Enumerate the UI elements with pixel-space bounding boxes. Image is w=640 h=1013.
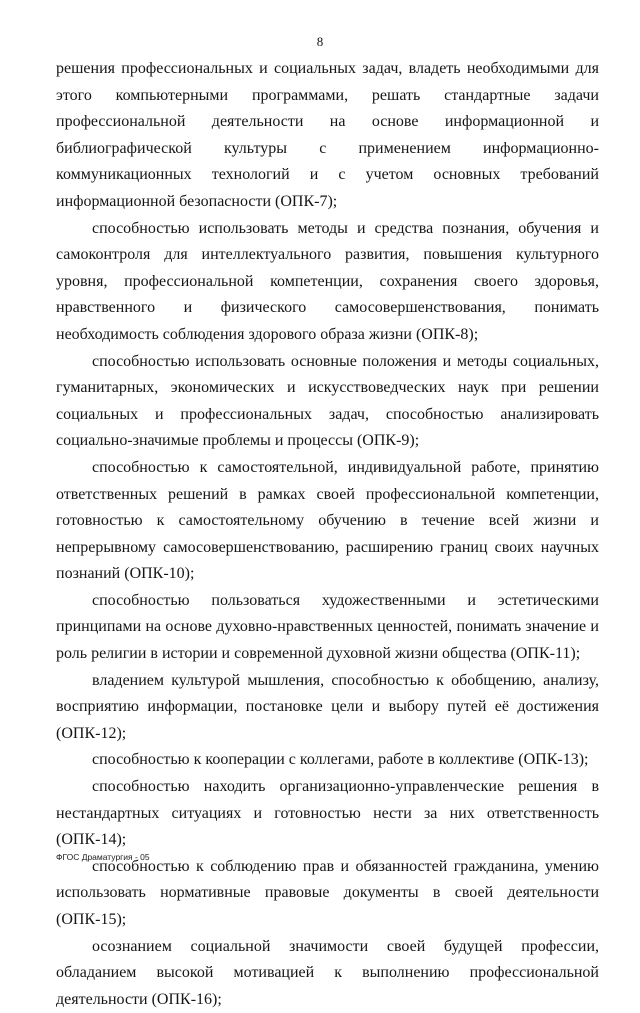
competency-paragraph-opk-11: способностью пользоваться художественными и эстетическими принципами на основе духовно-нравственных ценностей, понимать значение и роль религии в истории и современной духовной жизни общества (ОПК-11); — [56, 591, 599, 663]
competency-paragraph-opk-16: осознанием социальной значимости своей будущей профессии, обладанием высокой мотивацией к выполнению профессиональной деятельности (ОПК-16); — [56, 937, 599, 1008]
competency-paragraph-opk-14: способностью находить организационно-управленческие решения в нестандартных ситуациях и готовностью нести за них ответственность (ОПК-14); — [56, 778, 599, 849]
competency-paragraph-opk-10: способностью к самостоятельной, индивидуальной работе, принятию ответственных решений в рамках своей профессиональной компетенции, готовностью к самостоятельному обучению в течение всей жизни и непрерывному самосовершенствованию, расширению границ своих научных познаний (ОПК-10); — [56, 458, 599, 583]
competency-paragraph-opk-12: владением культурой мышления, способностью к обобщению, анализу, восприятию информации, постановке цели и выбору путей её достижения (ОПК-12); — [56, 671, 599, 742]
page-number: 8 — [316, 34, 324, 49]
competency-paragraph-opk-8: способностью использовать методы и средства познания, обучения и самоконтроля для интеллектуального развития, повышения культурного уровня, профессиональной компетенции, сохранения своего здоровья, нравственного и физического самосовершенствования, понимать необходимость соблюдения здорового образа жизни (ОПК-8); — [56, 219, 599, 343]
competency-paragraph-opk-13: способностью к кооперации с коллегами, работе в коллективе (ОПК-13); — [92, 751, 589, 769]
competency-paragraph-opk-15: способностью к соблюдению прав и обязанностей гражданина, умению использовать нормативные правовые документы в своей деятельности (ОПК-15); — [56, 857, 599, 928]
competency-paragraph-opk-9: способностью использовать основные положения и методы социальных, гуманитарных, экономических и искусствоведческих наук при решении социальных и профессиональных задач, способностью анализировать социально-значимые проблемы и процессы (ОПК-9); — [56, 352, 599, 450]
footer-document-code: ФГОС Драматургия - 05 — [56, 852, 150, 862]
document-body — [56, 56, 599, 1013]
competency-paragraph-opk-7: решения профессиональных и социальных задач, владеть необходимыми для этого компьютерными программами, решать стандартные задачи профессиональной деятельности на основе информационной и библиографической культуры с применением информационно-коммуникационных технологий и с учетом основных требований информационной безопасности (ОПК-7); — [56, 60, 599, 210]
